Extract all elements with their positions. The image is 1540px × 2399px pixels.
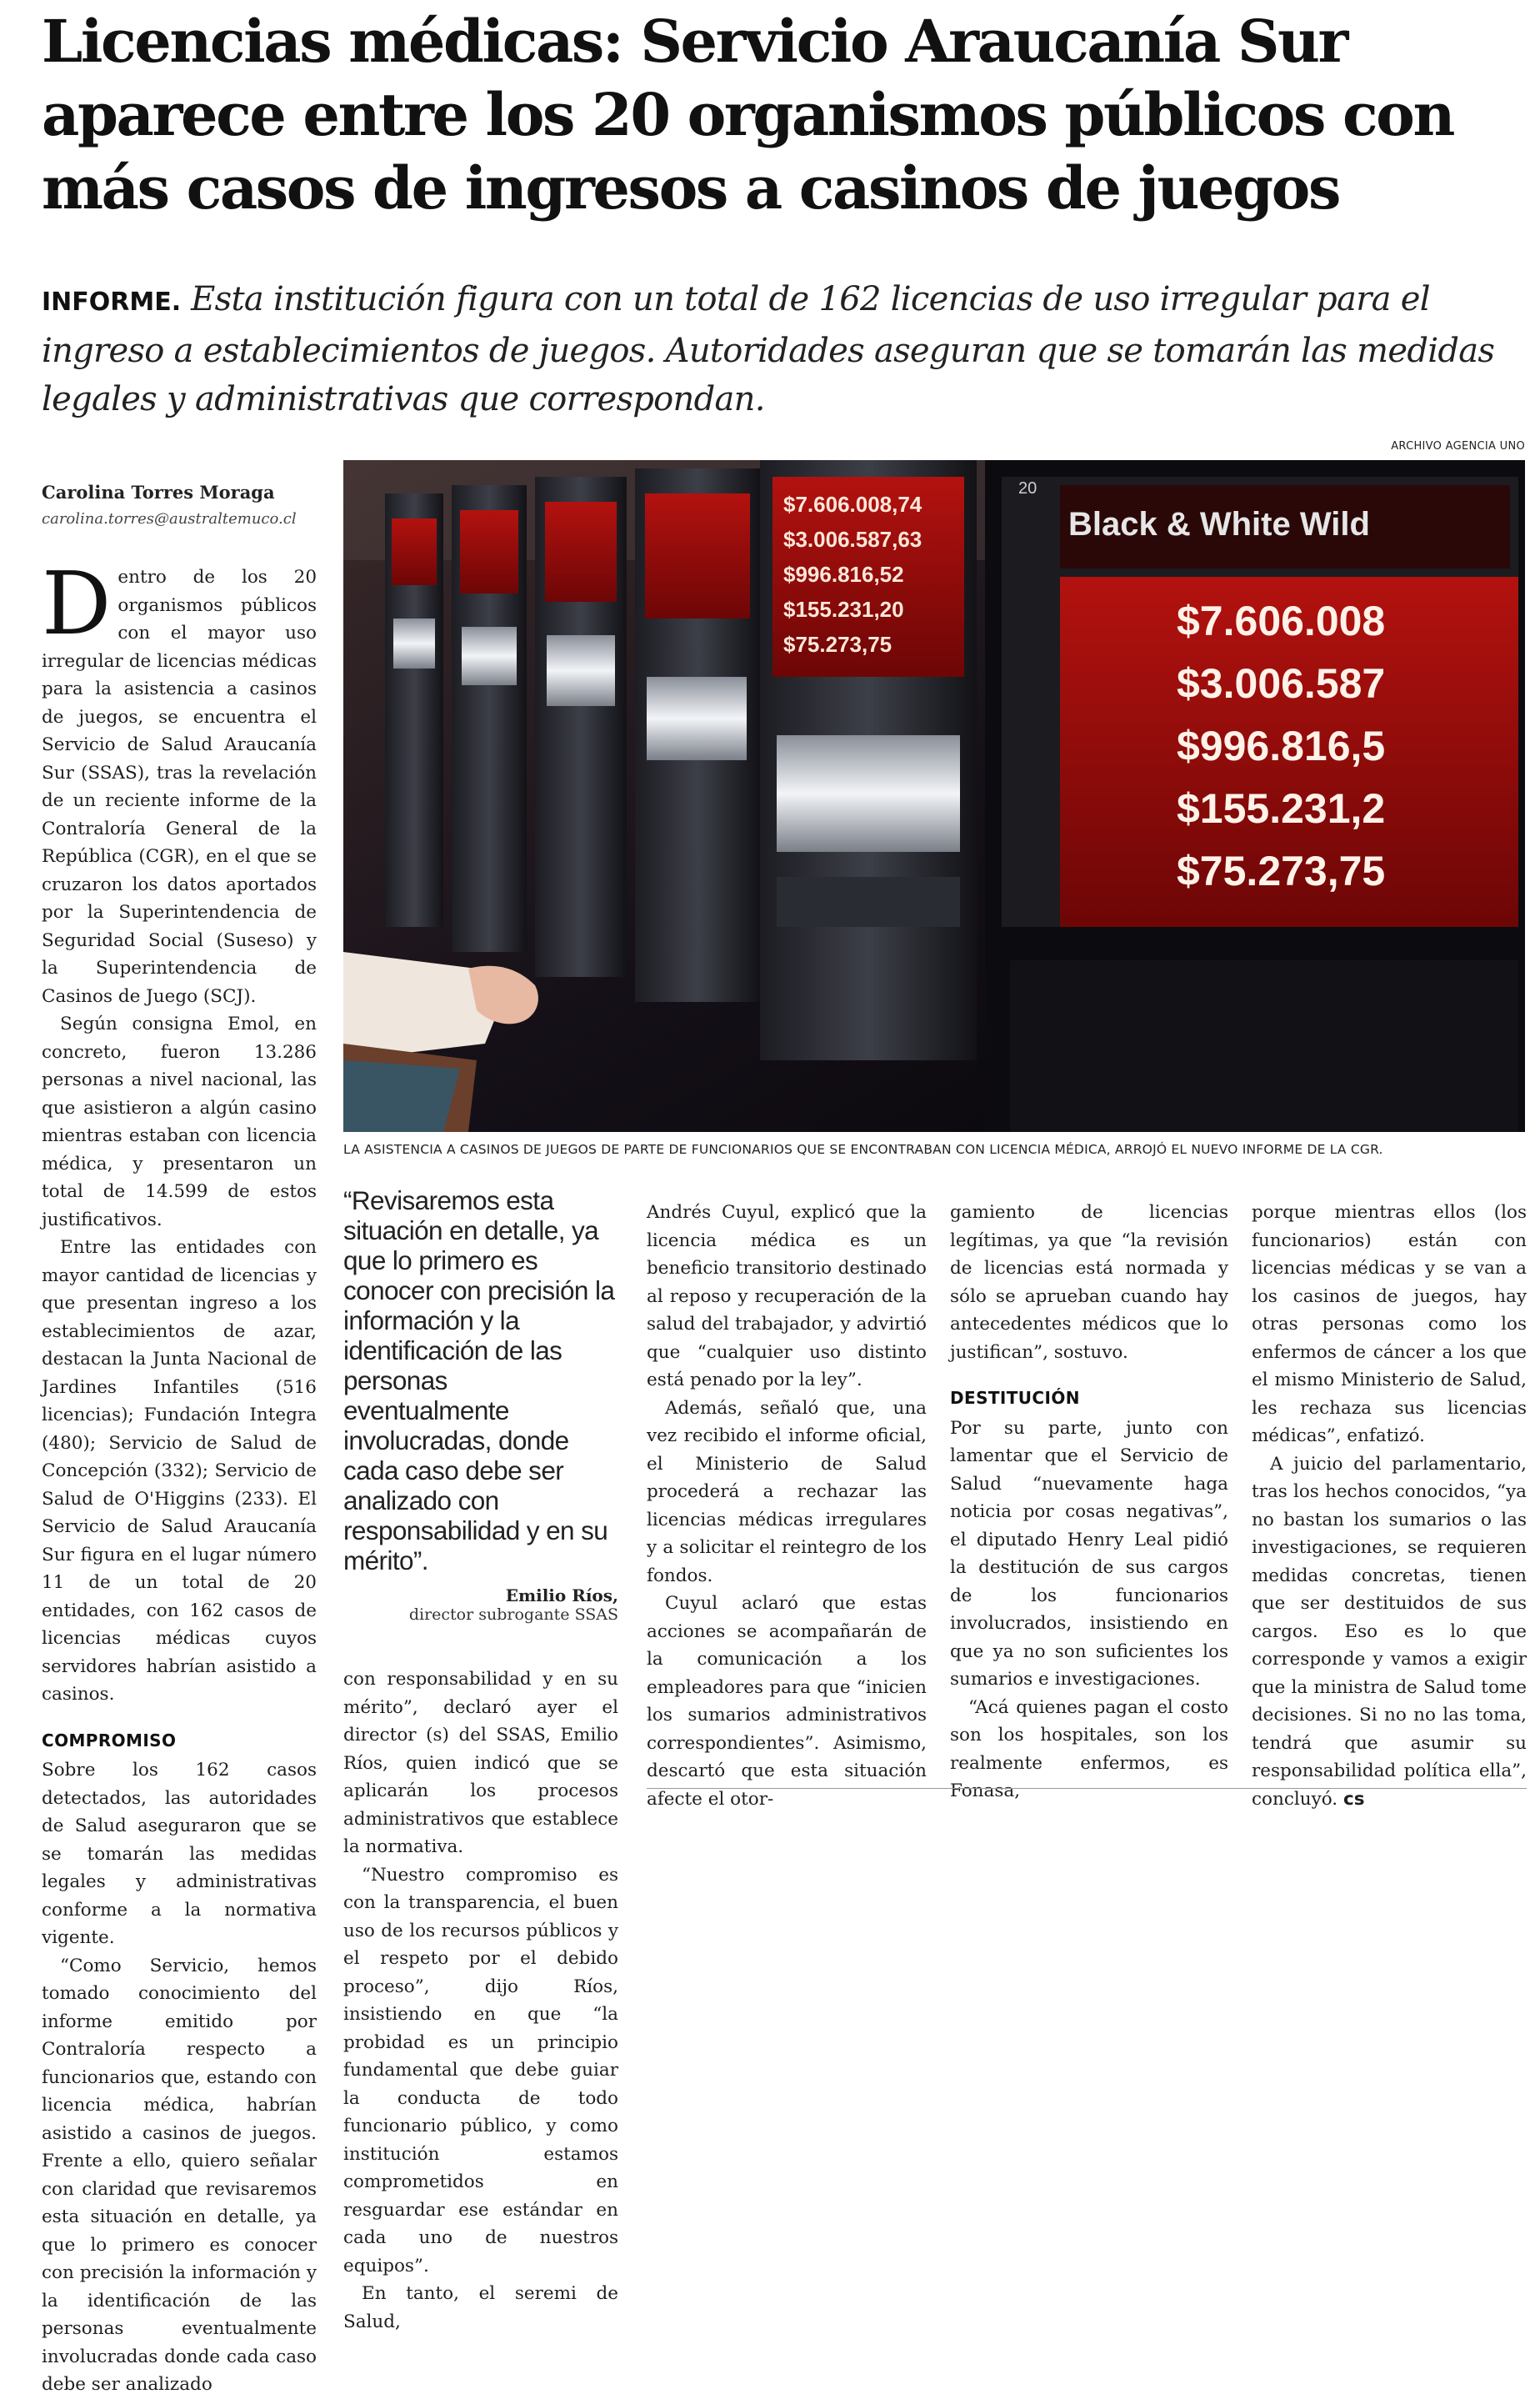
machine-number: 20 — [1018, 479, 1038, 498]
screen-value-3: $996.816,52 — [783, 562, 904, 587]
big-screen-value-4: $155.231,2 — [1177, 785, 1386, 832]
byline-email: carolina.torres@australtemuco.cl — [42, 510, 297, 528]
paragraph-1 — [42, 553, 317, 1010]
screen-value-4: $155.231,20 — [783, 597, 904, 622]
big-screen-value-3: $996.816,5 — [1177, 723, 1386, 769]
paragraph-8: En tanto, el seremi de Salud, — [343, 2283, 618, 2332]
slot-machines-image — [343, 460, 1525, 1132]
paragraph-7: “Nuestro compromiso es con la transparencia, el buen uso de los recursos públicos y el respeto por el debido proceso”, dijo Ríos, insistiendo en que “la probidad es un principio fundamental que debe guiar la conducta de todo funcionario público, y como institución estamos comprometidos en resguardar ese estándar en cada uno de nuestros equipos”. — [343, 1864, 618, 2276]
paragraph-1-text: entro de los 20 organismos públicos con el mayor uso irregular de licencias médicas para la asistencia a casinos de juegos, se encuentra el Servicio de Salud Araucanía Sur (SSAS), tras la revelación de un reciente informe de la Contraloría General de la República (CGR), en el que se cruzaron los datos aportados por la Superintendencia de Seguridad Social (Suseso) y la Superintendencia de Casinos de Juego (SCJ). — [42, 567, 317, 1007]
subhead-compromiso: COMPROMISO — [42, 1730, 177, 1750]
deck-tag: INFORME. — [42, 288, 182, 317]
article-column-1 — [42, 553, 317, 2395]
photo-caption: LA ASISTENCIA A CASINOS DE JUEGOS DE PARTE DE FUNCIONARIOS QUE SE ENCONTRABAN CON LICENCIA MÉDICA, ARROJÓ EL NUEVO INFORME DE LA CGR. — [343, 1142, 1383, 1157]
deck — [42, 275, 1508, 423]
paragraph-12: gamiento de licencias legítimas, ya que “la revisión de licencias está normada y sólo se aprueban cuando hay antecedentes médicos que lo justifican”, sostuvo. — [950, 1202, 1228, 1363]
photo-credit: ARCHIVO AGENCIA UNO — [1391, 440, 1525, 453]
byline-name: Carolina Torres Moraga — [42, 482, 275, 503]
subhead-destitucion: DESTITUCIÓN — [950, 1388, 1080, 1408]
article-column-4 — [950, 1199, 1228, 1801]
casino-photo — [343, 460, 1525, 1132]
paragraph-5: “Como Servicio, hemos tomado conocimiento del informe emitido por Contraloría respecto a funcionarios que, estando con licencia médica, habrían asistido a casinos de juegos. Frente a ello, quiero señalar con claridad que revisaremos esta situación en detalle, ya que lo primero es conocer con precisión la información y la identificación de las personas eventualmente involucradas donde cada caso debe ser analizado — [42, 1955, 317, 2395]
big-screen-value-1: $7.606.008 — [1177, 598, 1386, 644]
article-column-5 — [1252, 1199, 1527, 1810]
headline: Licencias médicas: Servicio Araucanía Sur aparece entre los 20 organismos públicos con más casos de ingresos a casinos de juegos — [42, 7, 1453, 223]
pull-quote-text: “Revisaremos esta situación en detalle, ya que lo primero es conocer con precisión la información y la identificación de las personas eventualmente involucradas, donde cada caso debe ser analizado con responsabilidad y en su mérito”. — [343, 1185, 615, 1575]
paragraph-16-text: A juicio del parlamentario, tras los hechos conocidos, “ya no bastan los sumarios o las investigaciones, se requieren medidas concretas, tienen que ser destituidos de sus cargos. Eso es lo que corresponde y vamos a exigir que la ministra de Salud tome decisiones. Si no no las toma, tendrá que asumir su responsabilidad política ella”, concluyó. — [1252, 1453, 1527, 1810]
paragraph-6: con responsabilidad y en su mérito”, declaró ayer el director (s) del SSAS, Emilio Ríos, quien indicó que se aplicarán los procesos administrativos que establece la normativa. — [343, 1669, 618, 1857]
drop-cap: D — [42, 553, 112, 654]
pull-quote-author: Emilio Ríos, — [505, 1585, 618, 1605]
big-screen-value-2: $3.006.587 — [1177, 660, 1386, 707]
screen-value-1: $7.606.008,74 — [783, 492, 922, 517]
paragraph-13: Por su parte, junto con lamentar que el Servicio de Salud “nuevamente haga noticia por cosas negativas”, el diputado Henry Leal pidió la destitución de sus cargos de los funcionarios involucrados, insistiendo en que ya no son suficientes los sumarios e investigaciones. — [950, 1417, 1228, 1690]
big-screen-value-5: $75.273,75 — [1177, 848, 1386, 894]
deck-text: Esta institución figura con un total de 162 licencias de uso irregular para el ingreso a establecimientos de juegos. Autoridades aseguran que se tomarán las medidas legales y administrativas que correspondan. — [42, 280, 1495, 418]
paragraph-14: “Acá quienes pagan el costo son los hospitales, son los realmente enfermos, es Fonasa, — [950, 1696, 1228, 1801]
pull-quote-role: director subrogante SSAS — [408, 1605, 618, 1624]
paragraph-15: porque mientras ellos (los funcionarios) están con licencias médicas y se van a los casinos de juegos, hay otras personas como los enfermos de cáncer a los que el mismo Ministerio de Salud, les rechaza sus licencias médicas”, enfatizó. — [1252, 1202, 1527, 1446]
article-column-3 — [647, 1199, 927, 1810]
column-divider-rule — [647, 1788, 1527, 1789]
article-column-2 — [343, 1665, 618, 2332]
paragraph-2: Según consigna Emol, en concreto, fueron 13.286 personas a nivel nacional, las que asistieron a algún casino mientras estaban con licencia médica, y presentaron un total de 14.599 de estos justificativos. — [42, 1014, 317, 1230]
screen-value-2: $3.006.587,63 — [783, 527, 922, 552]
paragraph-4: Sobre los 162 casos detectados, las autoridades de Salud aseguraron que se se tomarán las medidas legales y administrativas conforme a la normativa vigente. — [42, 1760, 317, 1948]
paragraph-16 — [1252, 1450, 1527, 1814]
paragraph-3: Entre las entidades con mayor cantidad de licencias y que presentan ingreso a los establecimientos de azar, destacan la Junta Nacional de Jardines Infantiles (516 licencias); Fundación Integra (480); Servicio de Salud de Concepción (332); Servicio de Salud de O'Higgins (233). El Servicio de Salud Araucanía Sur figura en el lugar número 11 de un total de 20 entidades, con 162 casos de licencias médicas cuyos servidores habrían asistido a casinos. — [42, 1237, 317, 1705]
screen-value-5: $75.273,75 — [783, 632, 892, 657]
paragraph-10: Además, señaló que, una vez recibido el informe oficial, el Ministerio de Salud procederá a rechazar las licencias médicas irregulares y a solicitar el reintegro de los fondos. — [647, 1397, 927, 1586]
paragraph-11: Cuyul aclaró que estas acciones se acompañarán de la comunicación a los empleadores para que “inicien los sumarios administrativos correspondientes”. Asimismo, descartó que esta situación afecte el otor- — [647, 1593, 927, 1810]
pull-quote — [343, 1185, 618, 1624]
end-mark: cs — [1343, 1788, 1365, 1810]
machine-brand: Black & White Wild — [1068, 506, 1370, 543]
paragraph-9: Andrés Cuyul, explicó que la licencia médica es un beneficio transitorio destinado al reposo y recuperación de la salud del trabajador, y advirtió que “cualquier uso distinto está penado por la ley”. — [647, 1202, 927, 1390]
